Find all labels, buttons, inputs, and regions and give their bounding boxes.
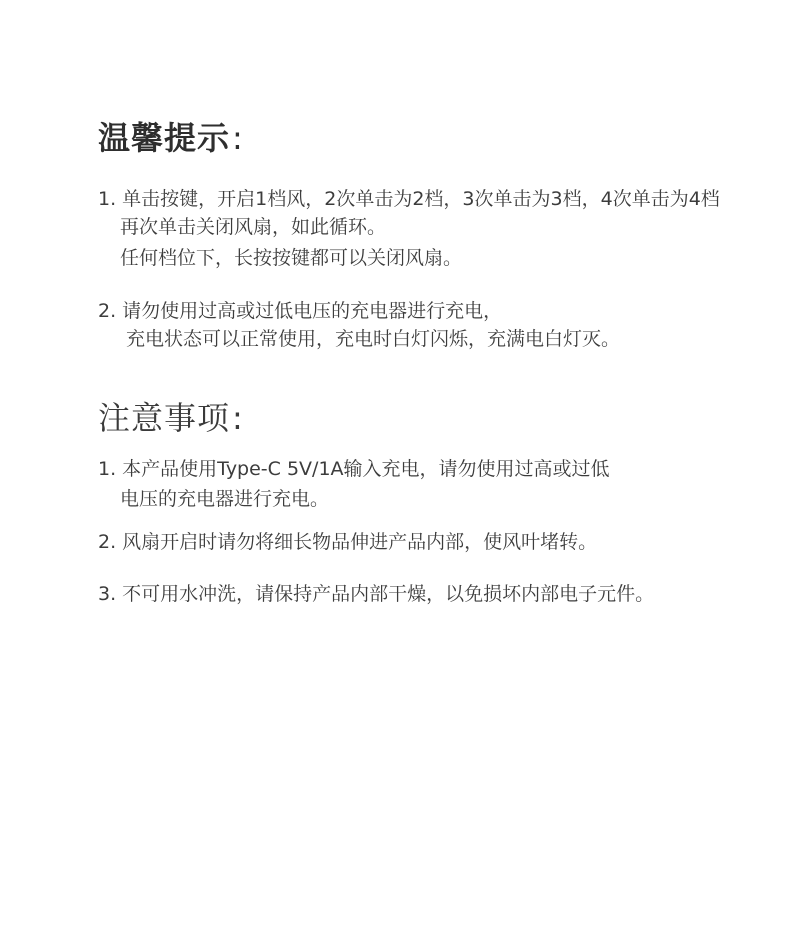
tips-heading-text: 温馨提示 <box>98 119 231 157</box>
notes-heading-colon: : <box>232 399 244 437</box>
tips-heading <box>98 118 244 158</box>
tips-item-2-line-2: 充电状态可以正常使用，充电时白灯闪烁，充满电白灯灭。 <box>126 328 621 350</box>
tips-item-1-line-1: 1. 单击按键，开启1档风，2次单击为2档，3次单击为3档，4次单击为4档 <box>98 188 720 210</box>
notes-heading-text: 注意事项 <box>98 399 231 437</box>
notes-item-2-line-1: 2. 风扇开启时请勿将细长物品伸进产品内部，使风叶堵转。 <box>98 531 598 553</box>
tips-item-1-line-2: 再次单击关闭风扇，如此循环。 <box>120 216 387 238</box>
tips-item-1-line-3: 任何档位下，长按按键都可以关闭风扇。 <box>120 247 463 269</box>
tips-item-2-line-1: 2. 请勿使用过高或过低电压的充电器进行充电， <box>98 300 503 322</box>
tips-heading-colon: : <box>232 119 244 157</box>
notes-item-1-line-1: 1. 本产品使用Type-C 5V/1A输入充电，请勿使用过高或过低 <box>98 458 610 480</box>
notes-item-1-line-2: 电压的充电器进行充电。 <box>120 488 330 510</box>
notes-item-3-line-1: 3. 不可用水冲洗，请保持产品内部干燥，以免损坏内部电子元件。 <box>98 583 655 605</box>
notes-heading <box>98 398 244 438</box>
